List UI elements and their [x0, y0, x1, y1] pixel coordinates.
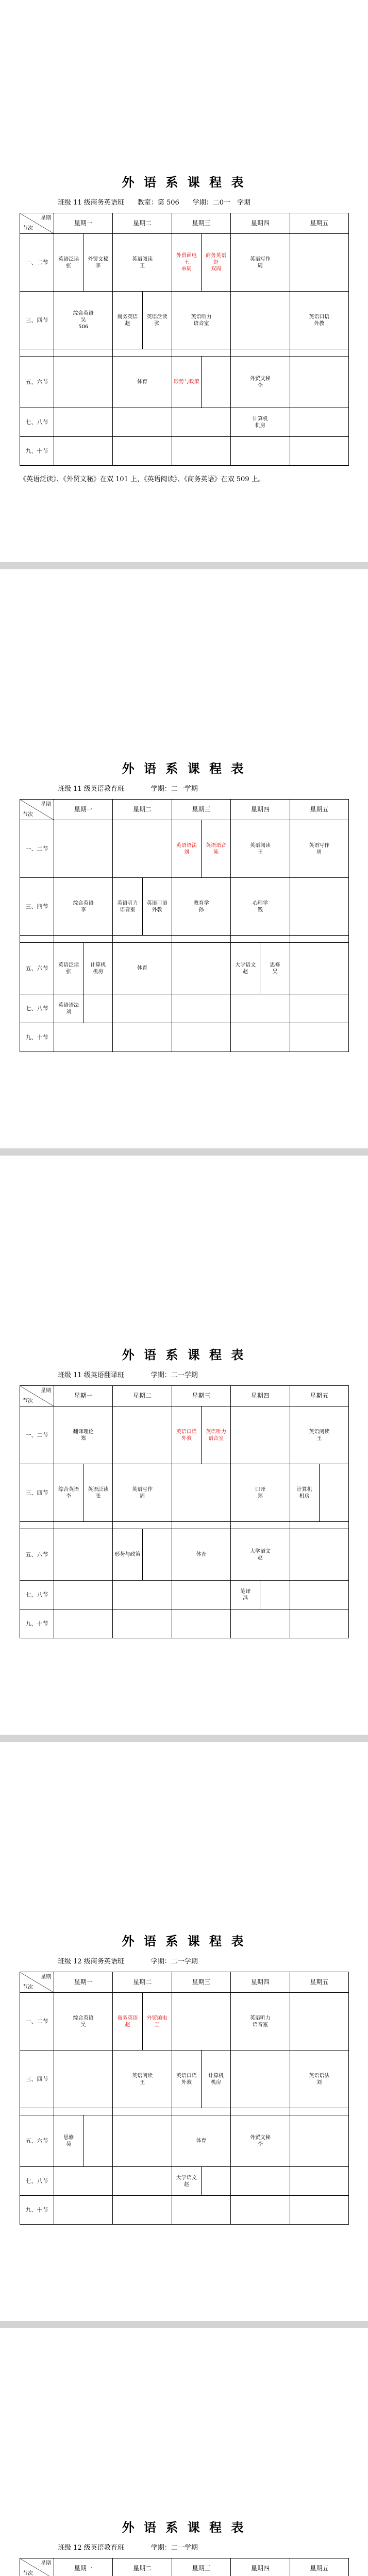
period-row — [20, 1993, 349, 2050]
empty-cell — [290, 357, 348, 408]
course-cell: 体育 — [172, 1529, 230, 1581]
empty-cell — [290, 1522, 348, 1529]
period-label: 一、二节 — [20, 1406, 54, 1464]
period-label: 五、六节 — [20, 357, 54, 408]
empty-cell — [54, 1581, 113, 1609]
day-header: 星期五 — [290, 2558, 348, 2576]
empty-cell — [113, 1023, 172, 1052]
timetable — [20, 213, 349, 466]
empty-cell — [172, 943, 230, 994]
period-label: 九、十节 — [20, 1609, 54, 1638]
empty-cell — [290, 1581, 348, 1609]
period-row — [20, 2167, 349, 2196]
course-cell: 英语写作 周 — [290, 820, 348, 878]
period-label: 九、十节 — [20, 1023, 54, 1052]
period-label: 五、六节 — [20, 2115, 54, 2167]
period-label — [20, 1522, 54, 1529]
period-label: 七、八节 — [20, 994, 54, 1023]
empty-cell — [172, 2196, 230, 2225]
empty-cell — [290, 349, 348, 357]
course-cell: 外贸函电 王 单周 — [172, 234, 201, 292]
class-info: 班级 12 级商务英语班 学期：二一学期 — [58, 1958, 198, 1965]
empty-cell — [172, 349, 230, 357]
empty-cell — [231, 437, 290, 466]
course-cell: 口译 郑 — [231, 1464, 290, 1522]
empty-cell — [290, 1023, 348, 1052]
empty-cell — [113, 994, 172, 1023]
day-header: 星期一 — [54, 213, 113, 234]
day-header: 星期五 — [290, 1972, 348, 1993]
schedule-page — [0, 0, 368, 562]
course-cell: 英语听力 语音室 — [201, 1406, 230, 1464]
course-cell: 英语阅读 王 — [231, 820, 290, 878]
period-row — [20, 292, 349, 349]
empty-cell — [231, 2050, 290, 2108]
course-cell: 体育 — [172, 2115, 230, 2167]
day-header: 星期五 — [290, 800, 348, 820]
page-title: 外 语 系 课 程 表 — [122, 761, 246, 776]
corner-period-label: 节次 — [23, 1398, 33, 1404]
timetable — [20, 1972, 349, 2225]
empty-cell — [231, 994, 290, 1023]
empty-cell — [290, 2196, 348, 2225]
course-cell: 计算机 机房 — [83, 943, 113, 994]
course-cell: 外贸文秘 李 — [83, 234, 113, 292]
day-header: 星期三 — [172, 1386, 230, 1406]
course-cell: 大学语文 赵 — [172, 2167, 201, 2196]
course-cell: 笔译 冯 — [231, 1581, 260, 1609]
period-row — [20, 1529, 349, 1581]
course-cell: 思修 吴 — [54, 2115, 83, 2167]
course-cell: 英语口语 外教 — [142, 878, 172, 936]
empty-cell — [231, 2196, 290, 2225]
course-cell: 形势与政策 — [172, 357, 201, 408]
class-info: 班级 11 级英语翻译班 学期：二一学期 — [58, 1371, 198, 1379]
page-separator — [0, 2321, 368, 2328]
empty-cell — [54, 2196, 113, 2225]
empty-cell — [172, 408, 230, 437]
header-row — [20, 213, 349, 234]
period-row — [20, 820, 349, 878]
empty-cell — [172, 1581, 230, 1609]
empty-cell — [231, 2108, 290, 2115]
empty-cell — [290, 437, 348, 466]
period-label: 五、六节 — [20, 943, 54, 994]
course-cell: 外贸文秘 李 — [231, 2115, 290, 2167]
period-label — [20, 2108, 54, 2115]
course-cell: 英语写作 周 — [231, 234, 290, 292]
empty-cell — [260, 1581, 290, 1609]
empty-cell — [54, 437, 113, 466]
course-cell: 英语语音 陈 — [201, 820, 230, 878]
period-label: 一、二节 — [20, 1993, 54, 2050]
period-label: 五、六节 — [20, 1529, 54, 1581]
course-cell: 计算机 机房 — [201, 2050, 230, 2108]
day-header: 星期二 — [113, 1386, 172, 1406]
corner-cell — [20, 2558, 54, 2576]
empty-cell — [54, 1609, 113, 1638]
empty-cell — [231, 1522, 290, 1529]
empty-cell — [113, 2167, 172, 2196]
course-cell: 商务英语 赵 — [113, 1993, 142, 2050]
course-cell: 英语口语 外教 — [290, 292, 348, 349]
course-cell: 外贸函电 王 — [142, 1993, 172, 2050]
empty-cell — [290, 936, 348, 943]
empty-cell — [54, 1529, 113, 1581]
class-info: 班级 12 级英语教育班 学期：二一学期 — [58, 2544, 198, 2552]
empty-cell — [54, 349, 113, 357]
period-row — [20, 1609, 349, 1638]
period-row — [20, 2050, 349, 2108]
period-label: 三、四节 — [20, 1464, 54, 1522]
empty-cell — [113, 2196, 172, 2225]
day-header: 星期四 — [231, 213, 290, 234]
period-label: 七、八节 — [20, 2167, 54, 2196]
empty-cell — [54, 357, 113, 408]
empty-cell — [201, 2167, 230, 2196]
period-label: 七、八节 — [20, 408, 54, 437]
period-row — [20, 878, 349, 936]
class-info: 班级 11 级商务英语班 教室：第 506 学期：二0一 学期 — [58, 199, 251, 207]
period-row — [20, 1406, 349, 1464]
empty-cell — [319, 1464, 348, 1522]
day-header: 星期四 — [231, 800, 290, 820]
empty-cell — [290, 994, 348, 1023]
timetable — [20, 2558, 349, 2576]
course-cell: 体育 — [113, 357, 172, 408]
course-cell: 英语泛读 张 — [54, 943, 83, 994]
day-header: 星期四 — [231, 2558, 290, 2576]
period-row — [20, 1581, 349, 1609]
course-cell: 英语听力 语音室 — [172, 292, 230, 349]
course-cell: 英语阅读 王 — [113, 234, 172, 292]
course-cell: 思修 吴 — [260, 943, 290, 994]
empty-cell — [231, 1406, 290, 1464]
schedule-page — [0, 2328, 368, 2576]
corner-period-label: 节次 — [23, 226, 33, 231]
schedule-page — [0, 569, 368, 1148]
empty-cell — [231, 1023, 290, 1052]
empty-cell — [113, 1609, 172, 1638]
course-cell: 教育学 孙 — [172, 878, 230, 936]
period-label: 九、十节 — [20, 437, 54, 466]
empty-cell — [290, 408, 348, 437]
period-label: 三、四节 — [20, 292, 54, 349]
empty-cell — [113, 1522, 172, 1529]
empty-cell — [231, 2167, 290, 2196]
corner-period-label: 节次 — [23, 2571, 33, 2576]
empty-cell — [54, 1522, 113, 1529]
page-title: 外 语 系 课 程 表 — [122, 175, 246, 190]
course-cell: 综合英语 李 — [54, 878, 113, 936]
period-row — [20, 234, 349, 292]
period-label: 一、二节 — [20, 234, 54, 292]
course-cell: 英语口语 外教 — [172, 2050, 201, 2108]
corner-cell — [20, 213, 54, 234]
class-info: 班级 11 级英语教育班 学期：二一学期 — [58, 785, 198, 793]
corner-weekday-label: 星期 — [41, 802, 51, 807]
empty-cell — [172, 437, 230, 466]
period-row — [20, 2196, 349, 2225]
period-label: 三、四节 — [20, 2050, 54, 2108]
empty-cell — [172, 2108, 230, 2115]
period-row — [20, 943, 349, 994]
schedule-page — [0, 1156, 368, 1735]
course-cell: 翻译理论 郑 — [54, 1406, 113, 1464]
day-header: 星期三 — [172, 1972, 230, 1993]
empty-cell — [172, 1993, 230, 2050]
page-title: 外 语 系 课 程 表 — [122, 1347, 246, 1362]
empty-cell — [172, 1023, 230, 1052]
empty-cell — [172, 1609, 230, 1638]
header-row — [20, 1972, 349, 1993]
period-row — [20, 994, 349, 1023]
empty-cell — [290, 878, 348, 936]
course-cell: 英语语法 刘 — [290, 2050, 348, 2108]
empty-cell — [113, 349, 172, 357]
period-label — [20, 349, 54, 357]
course-cell: 心理学 钱 — [231, 878, 290, 936]
course-cell: 英语泛读 张 — [83, 1464, 113, 1522]
course-cell: 英语写作 周 — [113, 1464, 172, 1522]
empty-cell — [290, 943, 348, 994]
empty-cell — [54, 936, 113, 943]
day-header: 星期四 — [231, 1972, 290, 1993]
day-header: 星期二 — [113, 2558, 172, 2576]
corner-cell — [20, 800, 54, 820]
corner-period-label: 节次 — [23, 1985, 33, 1990]
empty-cell — [290, 1993, 348, 2050]
period-row — [20, 2115, 349, 2167]
day-header: 星期五 — [290, 1386, 348, 1406]
empty-cell — [54, 408, 113, 437]
empty-cell — [54, 1023, 113, 1052]
page-title: 外 语 系 课 程 表 — [122, 1934, 246, 1948]
course-cell: 商务英语 赵 双周 — [201, 234, 230, 292]
corner-period-label: 节次 — [23, 812, 33, 818]
day-header: 星期二 — [113, 213, 172, 234]
schedule-page — [0, 1742, 368, 2321]
empty-cell — [172, 994, 230, 1023]
course-cell: 英语语法 刘 — [54, 994, 83, 1023]
empty-cell — [290, 2167, 348, 2196]
day-header: 星期一 — [54, 1386, 113, 1406]
header-row — [20, 800, 349, 820]
empty-cell — [54, 2108, 113, 2115]
empty-cell — [113, 820, 172, 878]
empty-cell — [290, 2115, 348, 2167]
period-row — [20, 408, 349, 437]
corner-weekday-label: 星期 — [41, 215, 51, 221]
day-header: 星期一 — [54, 2558, 113, 2576]
empty-cell — [201, 357, 230, 408]
course-cell: 形势与政策 — [113, 1529, 142, 1581]
course-cell: 英语泛读 张 — [54, 234, 83, 292]
period-label: 九、十节 — [20, 2196, 54, 2225]
course-cell: 英语阅读 王 — [290, 1406, 348, 1464]
corner-weekday-label: 星期 — [41, 1974, 51, 1980]
course-cell: 英语听力 语音室 — [231, 1993, 290, 2050]
noon-break-row — [20, 1522, 349, 1529]
empty-cell — [290, 234, 348, 292]
course-cell: 英语泛读 张 — [142, 292, 172, 349]
course-cell: 大学语文 赵 — [231, 1529, 290, 1581]
course-cell: 商务英语 赵 — [113, 292, 142, 349]
period-row — [20, 1464, 349, 1522]
period-label: 一、二节 — [20, 820, 54, 878]
course-cell: 英语阅读 王 — [113, 2050, 172, 2108]
empty-cell — [113, 1406, 172, 1464]
empty-cell — [142, 1529, 172, 1581]
empty-cell — [113, 2115, 172, 2167]
empty-cell — [83, 994, 113, 1023]
course-cell: 英语口语 外教 — [172, 1406, 201, 1464]
corner-weekday-label: 星期 — [41, 2561, 51, 2566]
empty-cell — [231, 292, 290, 349]
period-row — [20, 437, 349, 466]
empty-cell — [231, 1609, 290, 1638]
course-cell: 大学语文 赵 — [231, 943, 260, 994]
timetable — [20, 1385, 349, 1638]
period-label: 三、四节 — [20, 878, 54, 936]
empty-cell — [231, 349, 290, 357]
course-cell: 英语听力 语音室 — [113, 878, 142, 936]
day-header: 星期五 — [290, 213, 348, 234]
empty-cell — [113, 408, 172, 437]
empty-cell — [290, 1529, 348, 1581]
header-row — [20, 1386, 349, 1406]
corner-cell — [20, 1972, 54, 1993]
course-cell: 体育 — [113, 943, 172, 994]
empty-cell — [290, 1609, 348, 1638]
empty-cell — [172, 1522, 230, 1529]
noon-break-row — [20, 936, 349, 943]
day-header: 星期四 — [231, 1386, 290, 1406]
timetable — [20, 799, 349, 1052]
day-header: 星期三 — [172, 213, 230, 234]
page-separator — [0, 1148, 368, 1156]
day-header: 星期三 — [172, 800, 230, 820]
corner-weekday-label: 星期 — [41, 1388, 51, 1394]
page-separator — [0, 1735, 368, 1742]
page-title: 外 语 系 课 程 表 — [122, 2520, 246, 2535]
empty-cell — [83, 2115, 113, 2167]
day-header: 星期一 — [54, 800, 113, 820]
course-cell: 综合英语 吴 — [54, 1993, 113, 2050]
empty-cell — [113, 1581, 172, 1609]
day-header: 星期二 — [113, 800, 172, 820]
course-cell: 英语语法 刘 — [172, 820, 201, 878]
course-cell: 计算机 机房 — [290, 1464, 319, 1522]
empty-cell — [231, 936, 290, 943]
period-row — [20, 1023, 349, 1052]
noon-break-row — [20, 349, 349, 357]
empty-cell — [113, 936, 172, 943]
period-row — [20, 357, 349, 408]
course-cell: 外贸文秘 李 — [231, 357, 290, 408]
noon-break-row — [20, 2108, 349, 2115]
day-header: 星期二 — [113, 1972, 172, 1993]
empty-cell — [172, 1464, 230, 1522]
empty-cell — [54, 2167, 113, 2196]
corner-cell — [20, 1386, 54, 1406]
empty-cell — [172, 936, 230, 943]
table-note: 《英语泛读》、《外贸文秘》在双 101 上，《英语阅读》、《商务英语》在双 509 上。 — [20, 476, 265, 483]
course-cell: 综合英语 吴 506 — [54, 292, 113, 349]
course-cell: 综合英语 李 — [54, 1464, 83, 1522]
day-header: 星期一 — [54, 1972, 113, 1993]
empty-cell — [54, 2050, 113, 2108]
empty-cell — [113, 2108, 172, 2115]
empty-cell — [54, 820, 113, 878]
empty-cell — [290, 2108, 348, 2115]
empty-cell — [113, 437, 172, 466]
header-row — [20, 2558, 349, 2576]
course-cell: 计算机 机房 — [231, 408, 290, 437]
page-separator — [0, 562, 368, 569]
period-label — [20, 936, 54, 943]
period-label: 七、八节 — [20, 1581, 54, 1609]
day-header: 星期三 — [172, 2558, 230, 2576]
